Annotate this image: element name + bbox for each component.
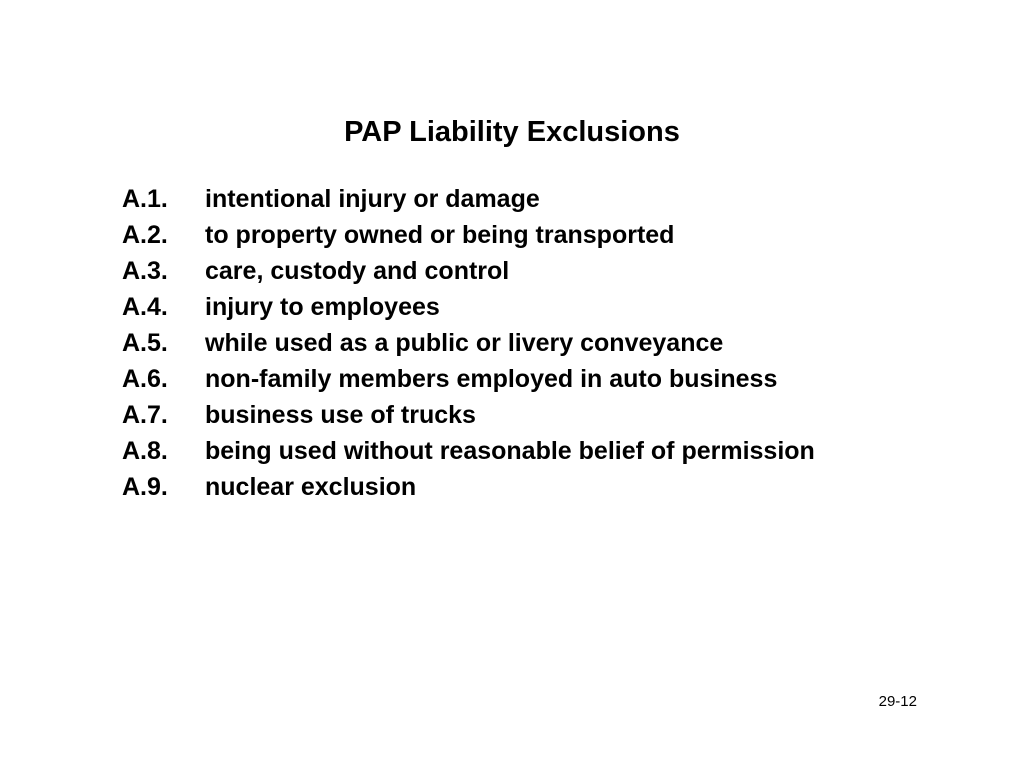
exclusion-text: being used without reasonable belief of permission: [205, 437, 815, 465]
exclusion-text: to property owned or being transported: [205, 221, 675, 249]
exclusion-item-a7: [122, 397, 815, 433]
exclusion-code: A.6.: [122, 365, 168, 393]
exclusion-item-a3: [122, 253, 815, 289]
exclusion-code: A.5.: [122, 329, 168, 357]
exclusion-item-a5: [122, 325, 815, 361]
exclusion-text: injury to employees: [205, 293, 440, 321]
exclusion-list: [122, 181, 815, 505]
exclusion-item-a6: [122, 361, 815, 397]
exclusion-text: non-family members employed in auto business: [205, 365, 778, 393]
exclusion-item-a1: [122, 181, 815, 217]
page-number: 29-12: [878, 693, 917, 710]
exclusion-text: business use of trucks: [205, 401, 476, 429]
exclusion-item-a4: [122, 289, 815, 325]
exclusion-code: A.9.: [122, 473, 168, 501]
exclusion-text: nuclear exclusion: [205, 473, 417, 501]
exclusion-text: intentional injury or damage: [205, 185, 540, 213]
exclusion-item-a2: [122, 217, 815, 253]
exclusion-code: A.2.: [122, 221, 168, 249]
exclusion-code: A.7.: [122, 401, 168, 429]
exclusion-item-a8: [122, 433, 815, 469]
exclusion-code: A.4.: [122, 293, 168, 321]
exclusion-code: A.1.: [122, 185, 168, 213]
slide-title: PAP Liability Exclusions: [344, 116, 680, 148]
exclusion-text: while used as a public or livery conveyance: [205, 329, 724, 357]
exclusion-text: care, custody and control: [205, 257, 510, 285]
exclusion-code: A.3.: [122, 257, 168, 285]
exclusion-code: A.8.: [122, 437, 168, 465]
exclusion-item-a9: [122, 469, 815, 505]
